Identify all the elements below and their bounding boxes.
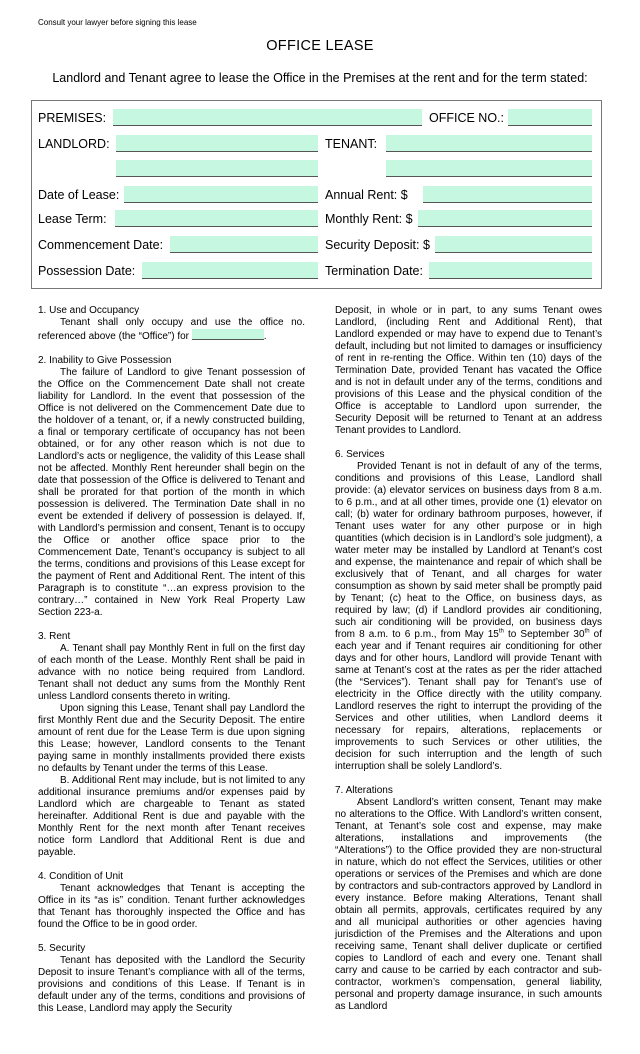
security-deposit-label: Security Deposit: $ bbox=[325, 238, 430, 252]
page-subtitle: Landlord and Tenant agree to lease the Office in the Premises at the rent and for the term stated: bbox=[52, 71, 588, 85]
use-text-end: . bbox=[263, 331, 267, 342]
page-title: OFFICE LEASE bbox=[266, 38, 374, 54]
tenant-field-line2[interactable] bbox=[386, 160, 592, 177]
section-heading: 2. Inability to Give Possession bbox=[38, 355, 172, 366]
section-security bbox=[38, 943, 305, 1015]
section-condition bbox=[38, 871, 305, 931]
section-text: Upon signing this Lease, Tenant shall pay Landlord the first Monthly Rent due and the Security Deposit. The entire amount of rent due for the Lease Term is due upon signing this Lease; however, Landlord consents to the Tenant paying same in monthly installments provided there exists no defaults by Tenant under the terms of this Lease. bbox=[38, 703, 305, 774]
section-alterations bbox=[335, 785, 602, 1013]
section-text: The failure of Landlord to give Tenant possession of the Office on the Commencement Date shall not create liability for Landlord. In the event that possession of the Office is not delivered on the Commencement Date due to the holdover of a tenant, or, if a newly constructed building, a final or temporary certificate of occupancy has not been obtained, or for any other reason which is not due to Landlord’s acts or negligence, the validity of this Lease shall not be affected. Monthly Rent hereunder shall begin on the date that possession of the Office is delivered to Tenant and shall be prorated for that portion of the month in which possession is delivered. The Termination Date shall in no event be extended if delivery of possession is delayed. If, with Landlord’s permission and consent, Tenant is to occupy the Office or another office space prior to the Commencement Date, Tenant’s occupancy is subject to all the terms, conditions and provisions of this Lease except for the payment of Rent and Additional Rent. The intent of this Paragraph is to constitute “…an express provision to the contrary…” contained in New York Real Property Law Section 223-a. bbox=[38, 367, 305, 618]
office-no-field[interactable] bbox=[508, 109, 592, 126]
left-column bbox=[38, 305, 305, 1027]
section-heading: 4. Condition of Unit bbox=[38, 871, 124, 882]
monthly-rent-label: Monthly Rent: $ bbox=[325, 212, 413, 226]
section-heading: 3. Rent bbox=[38, 631, 71, 642]
possession-date-label: Possession Date: bbox=[38, 264, 136, 278]
section-text: Tenant has deposited with the Landlord the Security Deposit to insure Tenant’s compliance with all of the terms, provisions and conditions of this Lease. If Tenant is in default under any of the terms, conditions and provisions of this Lease, Landlord may apply the Security bbox=[38, 955, 305, 1014]
section-heading: 1. Use and Occupancy bbox=[38, 305, 140, 316]
section-possession bbox=[38, 355, 305, 619]
use-purpose-field[interactable] bbox=[192, 329, 264, 340]
annual-rent-label: Annual Rent: $ bbox=[325, 188, 408, 202]
premises-label: PREMISES: bbox=[38, 111, 107, 125]
tenant-field[interactable] bbox=[386, 135, 592, 152]
landlord-field-line2[interactable] bbox=[116, 160, 318, 177]
landlord-label: LANDLORD: bbox=[38, 137, 110, 151]
lawyer-note: Consult your lawyer before signing this lease bbox=[38, 18, 197, 27]
lease-term-label: Lease Term: bbox=[38, 212, 107, 226]
section-services bbox=[335, 449, 602, 773]
section-text: Absent Landlord’s written consent, Tenant may make no alterations to the Office. With Landlord’s written consent, Tenant, at Tenant’s sole cost and expense, may make alterations, installations and improvements (the “Alterations”) to the Office provided they are non-structural in nature, which do not effect the Services, utilities or other operations or services of the Premises and which are done by contractors and sub-contractors approved by Landlord in every instance. Before making Alterations, Tenant shall obtain all permits, approvals, certificates required by any and all municipal authorities or other agencies having jurisdiction of the Premises and the Alterations and upon receiving same, Tenant shall deliver duplicate or certified copies to Landlord of each and every one. Tenant shall carry and cause to be carried by each contractor and sub-contractor, workmen’s compensation, general liability, personal and property damage insurance, in such amounts as Landlord bbox=[335, 797, 602, 1012]
section-text: Deposit, in whole or in part, to any sums Tenant owes Landlord, (including Rent and Additional Rent), that Landlord expended or may have to expend due to Tenant’s default, including but not limited to damages or insufficiency of rent in re-renting the Office. Within ten (10) days of the Termination Date, provided Tenant has vacated the Office and is not in default under any of the terms, conditions and provisions of this Lease and the physical condition of the Office is acceptable to Landlord upon surrender, the Security Deposit will be returned to Tenant at an address Tenant provides to Landlord. bbox=[335, 305, 602, 436]
commencement-date-field[interactable] bbox=[170, 236, 318, 253]
landlord-field[interactable] bbox=[116, 135, 318, 152]
premises-field[interactable] bbox=[113, 109, 422, 126]
termination-date-label: Termination Date: bbox=[325, 264, 423, 278]
section-use-occupancy bbox=[38, 305, 305, 343]
termination-date-field[interactable] bbox=[429, 262, 592, 279]
section-text: A. Tenant shall pay Monthly Rent in full on the first day of each month of the Lease. Monthly Rent shall be paid in advance with no notice being required from Landlord. Tenant shall not deduct any sums from the Monthly Rent unless Landlord consents thereto in writing. bbox=[38, 643, 305, 702]
section-heading: 5. Security bbox=[38, 943, 86, 954]
section-text bbox=[335, 461, 602, 773]
section-text: B. Additional Rent may include, but is not limited to any additional insurance premiums and/or expenses paid by Landlord which are chargeable to Tenant as stated hereinafter. Additional Rent is due and payable with the Monthly Rent for the next month after Tenant receives notice form Landlord that Additional Rent is due and payable. bbox=[38, 775, 305, 858]
superscript: th bbox=[584, 628, 590, 635]
commencement-date-label: Commencement Date: bbox=[38, 238, 164, 252]
section-rent bbox=[38, 631, 305, 859]
tenant-label: TENANT: bbox=[325, 137, 378, 151]
services-text-a: Provided Tenant is not in default of any of the terms, conditions and provisions of this Lease, Landlord shall provide: (a) elevator services on business days from 8 a.m. to 6 p.m., and at all other times, provide one (1) elevator on call; (b) water for ordinary bathroom purposes, however, if Tenant uses water for any other purpose or in high quantities (which decision is in Landlord’s sole judgment), a water meter may be installed by Landlord at Tenant’s cost and expense, the maintenance and repair of which shall be exclusively that of Tenant, and all charges for water consumption as shown by said meter shall be promptly paid by Tenant; (c) heat to the Office, on business days, as required by law; (d) if Landlord provides air conditioning, such air conditioning will be provided, on business days from 8 a.m. to 6 p.m., from May 15 bbox=[335, 461, 602, 640]
date-of-lease-label: Date of Lease: bbox=[38, 188, 120, 202]
office-no-label: OFFICE NO.: bbox=[429, 111, 504, 125]
superscript: th bbox=[498, 628, 504, 635]
use-text: Tenant shall only occupy and use the office no. referenced above (the “Office”) for bbox=[38, 317, 305, 342]
annual-rent-field[interactable] bbox=[423, 186, 592, 203]
section-text: Tenant acknowledges that Tenant is accepting the Office in its “as is” condition. Tenant further acknowledges that Tenant has thoroughly inspected the Office and has found the Office to be in good order. bbox=[38, 883, 305, 930]
possession-date-field[interactable] bbox=[142, 262, 318, 279]
section-heading: 6. Services bbox=[335, 449, 385, 460]
right-column bbox=[335, 305, 602, 1025]
section-heading: 7. Alterations bbox=[335, 785, 393, 796]
monthly-rent-field[interactable] bbox=[418, 210, 592, 227]
security-deposit-field[interactable] bbox=[435, 236, 592, 253]
services-text-b: to September 30 bbox=[503, 629, 585, 640]
section-text bbox=[38, 317, 305, 343]
section-security-continued bbox=[335, 305, 602, 437]
lease-term-field[interactable] bbox=[115, 210, 318, 227]
services-text-c: of each year and if Tenant requires air conditioning for other days and for other hours, Landlord will provide Tenant with same at Tenant’s cost at the rates as per the rider attached (the “Services”). Tenant shall pay for Tenant’s use of electricity in the Office directly with the utility company. Landlord reserves the right to interrupt the providing of the Services and other utilities, when Landlord deems it necessary for repairs, alterations, replacements or improvements to such Services or other utilities, the decision for such interruption and the length of such interruption shall be solely Landlord’s. bbox=[335, 629, 602, 772]
date-of-lease-field[interactable] bbox=[124, 186, 318, 203]
